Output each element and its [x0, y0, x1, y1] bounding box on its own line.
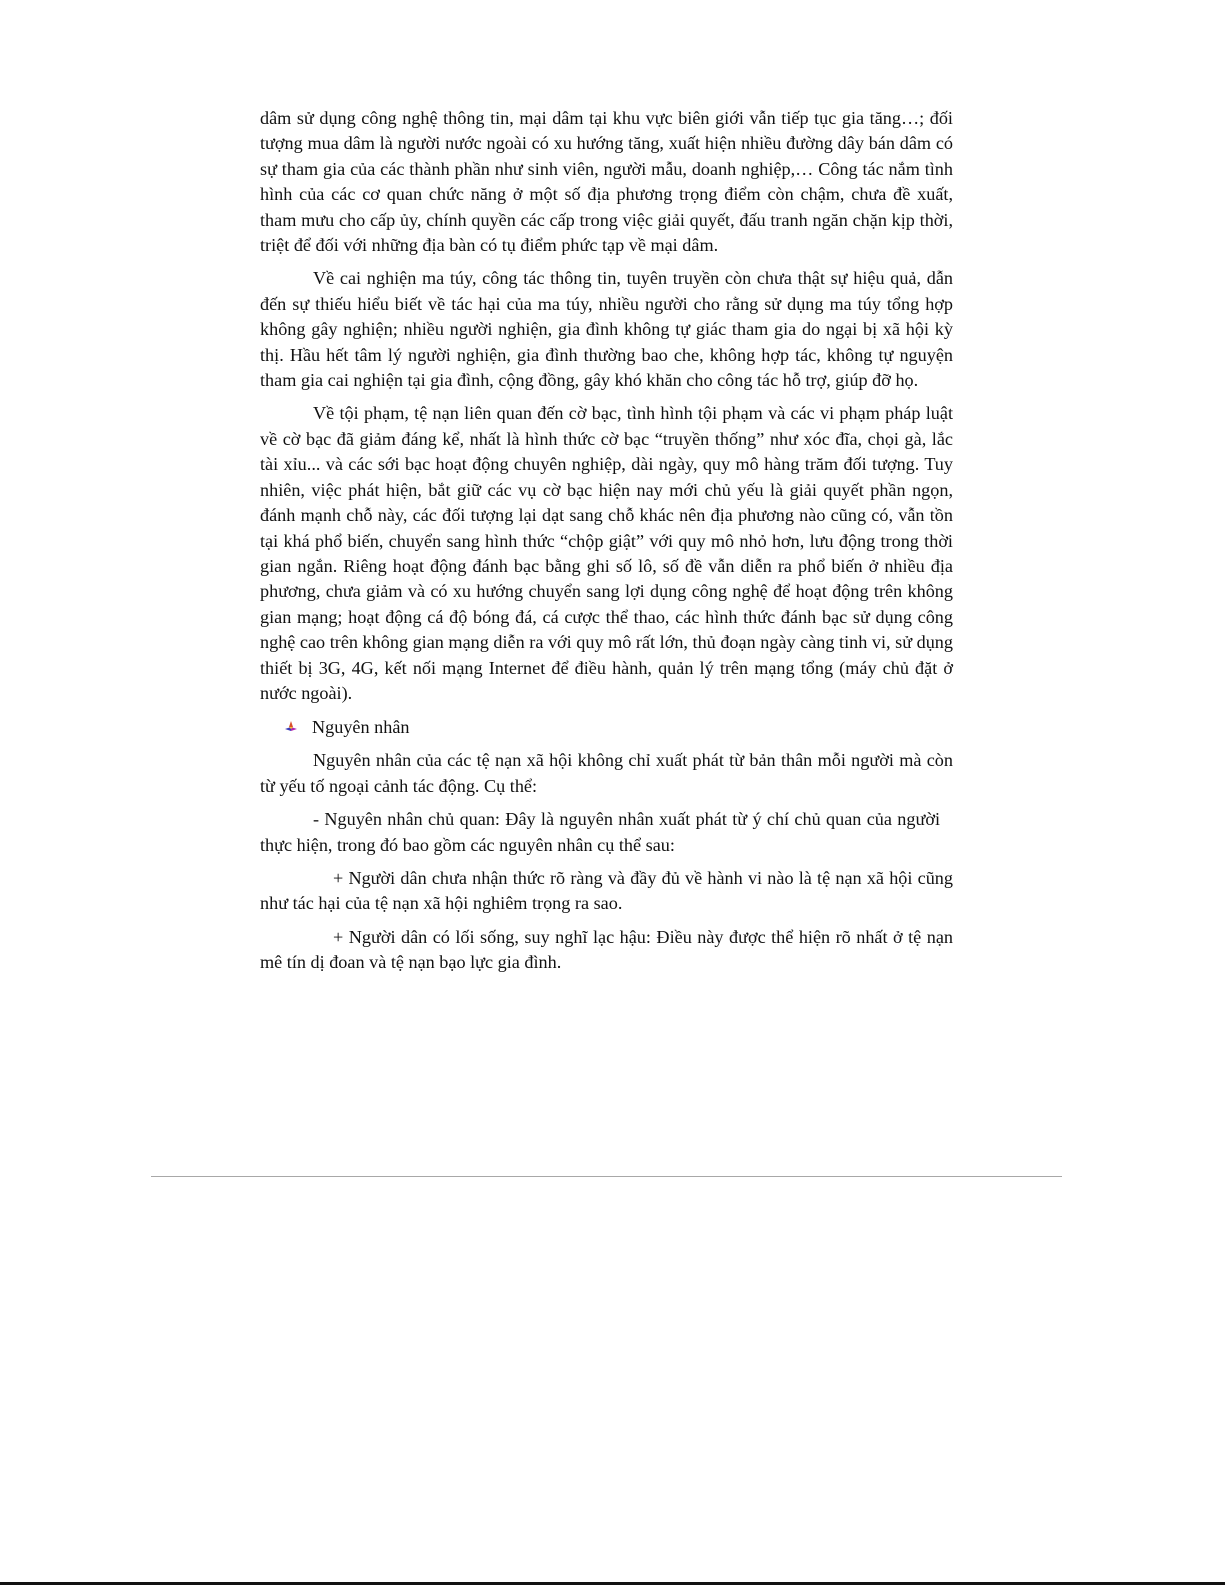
page-divider	[151, 1176, 1062, 1177]
document-body	[260, 106, 953, 984]
paragraph-gambling: Về tội phạm, tệ nạn liên quan đến cờ bạc, tình hình tội phạm và các vi phạm pháp luật về cờ bạc đã giảm đáng kể, nhất là hình thức cờ bạc “truyền thống” như xóc đĩa, chọi gà, lắc tài xỉu... và các sới bạc hoạt động chuyên nghiệp, dài ngày, quy mô hàng trăm đối tượng. Tuy nhiên, việc phát hiện, bắt giữ các vụ cờ bạc hiện nay mới chủ yếu là giải quyết phần ngọn, đánh mạnh chỗ này, các đối tượng lại dạt sang chỗ khác nên địa phương nào cũng có, vẫn tồn tại khá phổ biến, chuyển sang hình thức “chộp giật” với quy mô nhỏ hơn, lưu động trong thời gian ngắn. Riêng hoạt động đánh bạc bằng ghi số lô, số đề vẫn diễn ra phổ biến ở nhiều địa phương, chưa giảm và có xu hướng chuyển sang lợi dụng công nghệ để hoạt động trên không gian mạng; hoạt động cá độ bóng đá, cá cược thể thao, các hình thức đánh bạc sử dụng công nghệ cao trên không gian mạng diễn ra với quy mô rất lớn, thủ đoạn ngày càng tinh vi, sử dụng thiết bị 3G, 4G, kết nối mạng Internet để điều hành, quản lý trên mạng tổng (máy chủ đặt ở nước ngoài).	[260, 403, 953, 703]
paragraph-cause-awareness: + Người dân chưa nhận thức rõ ràng và đầy đủ về hành vi nào là tệ nạn xã hội cũng như tác hại của tệ nạn xã hội nghiêm trọng ra sao.	[260, 867, 953, 914]
diamond-bullet-icon	[284, 720, 298, 734]
bullet-heading	[284, 714, 953, 740]
paragraph-subjective-causes: - Nguyên nhân chủ quan: Đây là nguyên nhân xuất phát từ ý chí chủ quan của người thực hiện, trong đó bao gồm các nguyên nhân cụ thể sau:	[260, 809, 940, 855]
paragraph-1: dâm sử dụng công nghệ thông tin, mại dâm tại khu vực biên giới vẫn tiếp tục gia tăng…; đối tượng mua dâm là người nước ngoài có xu hướng tăng, xuất hiện nhiều đường dây bán dâm có sự tham gia của các thành phần như sinh viên, người mẫu, doanh nghiệp,… Công tác nắm tình hình của các cơ quan chức năng ở một số địa phương trọng điểm còn chậm, chưa đề xuất, tham mưu cho cấp ủy, chính quyền các cấp trong việc giải quyết, đấu tranh ngăn chặn kịp thời, triệt để đối với những địa bàn có tụ điểm phức tạp về mại dâm.	[260, 108, 953, 256]
bullet-heading-label: Nguyên nhân	[312, 716, 410, 737]
paragraph-causes-intro: Nguyên nhân của các tệ nạn xã hội không chỉ xuất phát từ bản thân mỗi người mà còn từ yếu tố ngoại cảnh tác động. Cụ thể:	[260, 750, 953, 796]
paragraph-cause-lifestyle: + Người dân có lối sống, suy nghĩ lạc hậu: Điều này được thể hiện rõ nhất ở tệ nạn mê tín dị đoan và tệ nạn bạo lực gia đình.	[260, 926, 953, 973]
paragraph-drug-rehab: Về cai nghiện ma túy, công tác thông tin, tuyên truyền còn chưa thật sự hiệu quả, dẫn đến sự thiếu hiểu biết về tác hại của ma túy, nhiều người cho rằng sử dụng ma túy tổng hợp không gây nghiện; nhiều người nghiện, gia đình không tự giác tham gia do ngại bị xã hội kỳ thị. Hầu hết tâm lý người nghiện, gia đình thường bao che, không hợp tác, không tự nguyện tham gia cai nghiện tại gia đình, cộng đồng, gây khó khăn cho công tác hỗ trợ, giúp đỡ họ.	[260, 268, 953, 391]
